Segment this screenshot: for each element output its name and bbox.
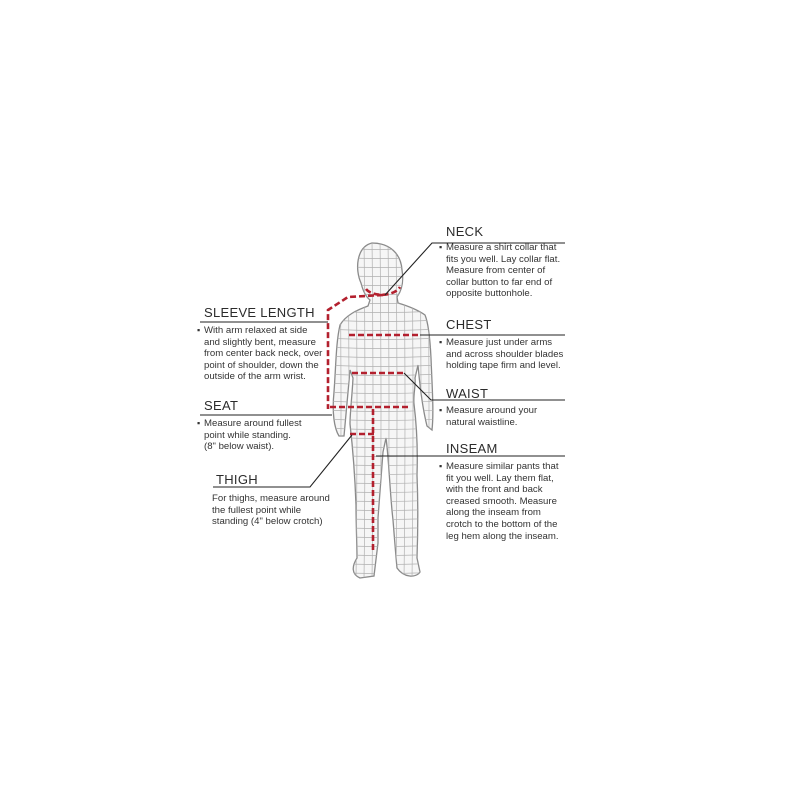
neck-description [439, 242, 560, 300]
mesh-contour-line [325, 509, 440, 511]
sleeve-desc-line: and slightly bent, measure [204, 336, 316, 348]
neck-heading: NECK [446, 224, 484, 239]
inseam-heading: INSEAM [446, 441, 498, 456]
neck-desc-line: Measure from center of [446, 265, 546, 277]
chest-desc-line: holding tape firm and level. [446, 360, 561, 372]
mesh-contour-line [325, 545, 440, 547]
neck-desc-line: ▪ Measure a shirt collar that [446, 242, 557, 253]
mesh-contour-line [420, 240, 421, 580]
inseam-desc-line: crotch to the bottom of the [446, 518, 558, 530]
seat-description [197, 418, 302, 453]
chest-heading: CHEST [446, 317, 492, 332]
mesh-contour-line [325, 527, 440, 529]
thigh-heading: THIGH [216, 472, 258, 487]
thigh-desc-line: For thighs, measure around [212, 493, 330, 504]
waist-desc-line: natural waistline. [446, 416, 518, 428]
inseam-desc-line: ▪ Measure similar pants that [446, 461, 559, 472]
sleeve-length-heading: SLEEVE LENGTH [204, 305, 315, 320]
chest-description [439, 337, 563, 372]
mesh-contour-line [348, 240, 349, 580]
mesh-contour-line [325, 473, 440, 475]
waist-description [439, 405, 537, 428]
mesh-contour-line [325, 572, 440, 574]
waist-desc-line: ▪ Measure around your [446, 405, 538, 416]
inseam-description [439, 461, 559, 542]
seat-desc-line: ▪ Measure around fullest [204, 418, 302, 429]
mesh-contour-line [325, 482, 440, 484]
sleeve-length-description [197, 325, 322, 383]
mesh-contour-line [325, 554, 440, 556]
seat-desc-line: point while standing. [204, 429, 291, 441]
sleeve-desc-line: outside of the arm wrist. [204, 371, 306, 383]
mesh-contour-line [325, 491, 440, 493]
neck-desc-line: collar button to far end of [446, 276, 553, 288]
inseam-desc-line: creased smooth. Measure [446, 495, 557, 507]
inseam-desc-line: leg hem along the inseam. [446, 530, 559, 542]
thigh-desc-line: the fullest point while [212, 504, 302, 516]
sleeve-desc-line: point of shoulder, down the [204, 359, 319, 371]
seat-desc-line: (8" below waist). [204, 441, 275, 453]
mesh-contour-line [325, 500, 440, 502]
mesh-contour-line [325, 518, 440, 520]
mesh-contour-line [325, 563, 440, 565]
human-figure [325, 240, 440, 580]
mesh-contour-line [325, 536, 440, 538]
body-outline [333, 243, 433, 578]
inseam-desc-line: along the inseam from [446, 507, 541, 519]
chest-desc-line: ▪ Measure just under arms [446, 337, 553, 348]
sleeve-desc-line: from center back neck, over [204, 348, 323, 360]
inseam-desc-line: fit you well. Lay them flat, [446, 472, 554, 484]
seat-heading: SEAT [204, 398, 239, 413]
thigh-description [212, 493, 330, 528]
thigh-desc-line: standing (4" below crotch) [212, 516, 323, 528]
neck-desc-line: fits you well. Lay collar flat. [446, 253, 561, 265]
sleeve-desc-line: ▪ With arm relaxed at side [204, 325, 308, 336]
chest-desc-line: and across shoulder blades [446, 348, 564, 360]
mesh-contour-line [436, 240, 437, 580]
neck-desc-line: opposite buttonhole. [446, 288, 533, 300]
inseam-desc-line: with the front and back [446, 484, 543, 496]
waist-heading: WAIST [446, 386, 489, 401]
